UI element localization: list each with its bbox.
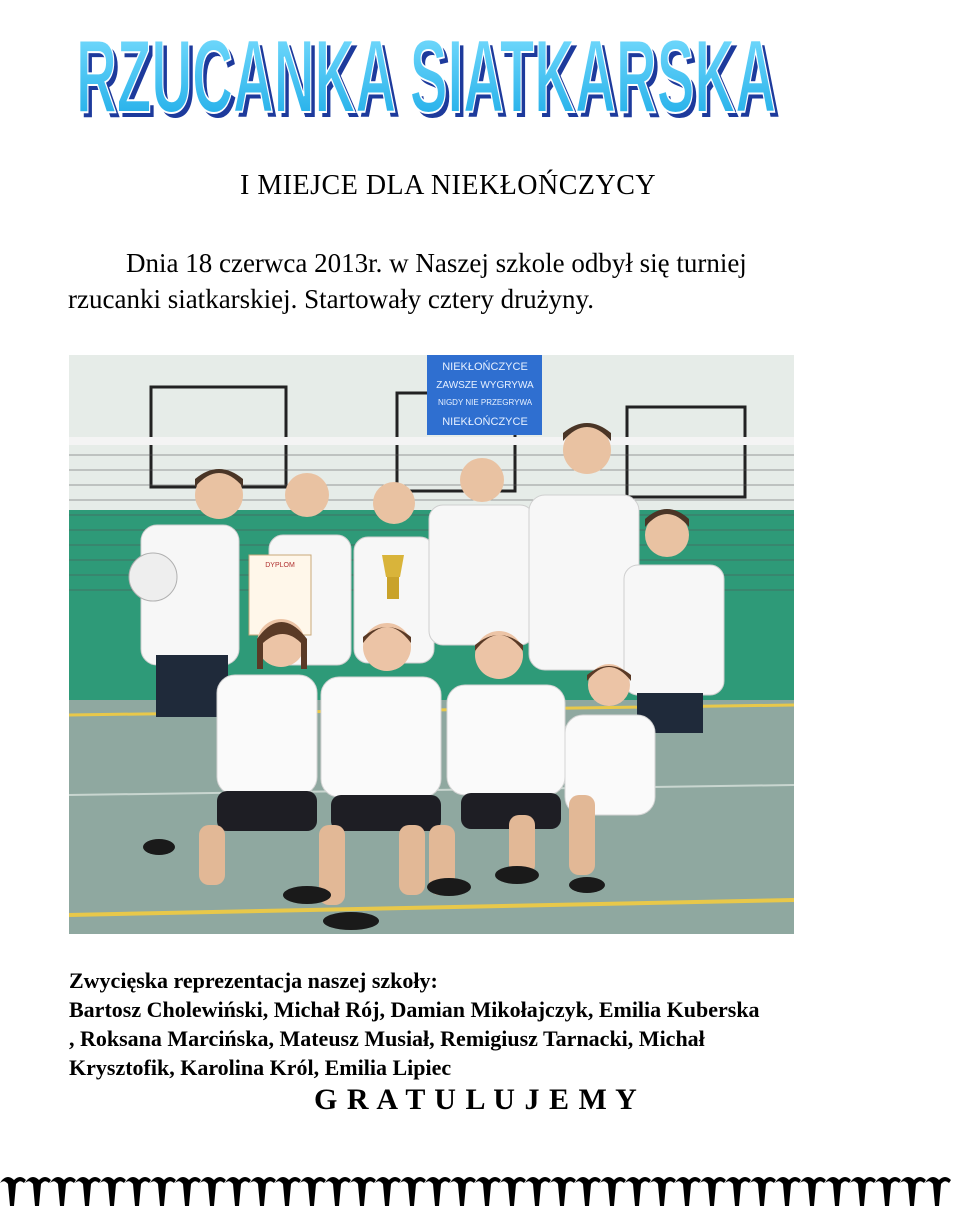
caption-line-2: Bartosz Cholewiński, Michał Rój, Damian Mikołajczyk, Emilia Kuberska bbox=[69, 997, 760, 1022]
intro-line-2: rzucanki siatkarskiej. Startowały cztery drużyny. bbox=[68, 284, 595, 314]
svg-text:NIEKŁOŃCZYCE: NIEKŁOŃCZYCE bbox=[442, 361, 528, 373]
page-heading: I MIEJCE DLA NIEKŁOŃCZYCY bbox=[240, 170, 657, 201]
caption-line-1: Zwycięska reprezentacja naszej szkoły: bbox=[69, 968, 438, 993]
intro-line-1: Dnia 18 czerwca 2013r. w Naszej szkole odbył się turniej bbox=[126, 248, 747, 278]
svg-text:RZUCANKA SIATKARSKA: RZUCANKA SIATKARSKA bbox=[76, 19, 776, 128]
svg-text:RZUCANKA SIATKARSKA: RZUCANKA SIATKARSKA bbox=[80, 24, 780, 128]
palm-border bbox=[0, 1176, 960, 1206]
congratulations: G R A T U L U J E M Y bbox=[314, 1083, 638, 1116]
intro-paragraph bbox=[68, 245, 888, 317]
svg-text:NIEKŁOŃCZYCE: NIEKŁOŃCZYCE bbox=[442, 416, 528, 428]
caption bbox=[69, 966, 899, 1082]
caption-line-3: , Roksana Marcińska, Mateusz Musiał, Remigiusz Tarnacki, Michał bbox=[69, 1026, 705, 1051]
team-photo bbox=[69, 355, 794, 934]
svg-text:NIGDY NIE PRZEGRYWA: NIGDY NIE PRZEGRYWA bbox=[437, 398, 533, 407]
caption-line-4: Krysztofik, Karolina Król, Emilia Lipiec bbox=[69, 1055, 452, 1080]
svg-text:DYPLOM: DYPLOM bbox=[265, 562, 295, 569]
palm-icon-row bbox=[0, 1177, 951, 1206]
title-wordart bbox=[68, 6, 784, 128]
svg-text:ZAWSZE WYGRYWA: ZAWSZE WYGRYWA bbox=[436, 380, 534, 391]
